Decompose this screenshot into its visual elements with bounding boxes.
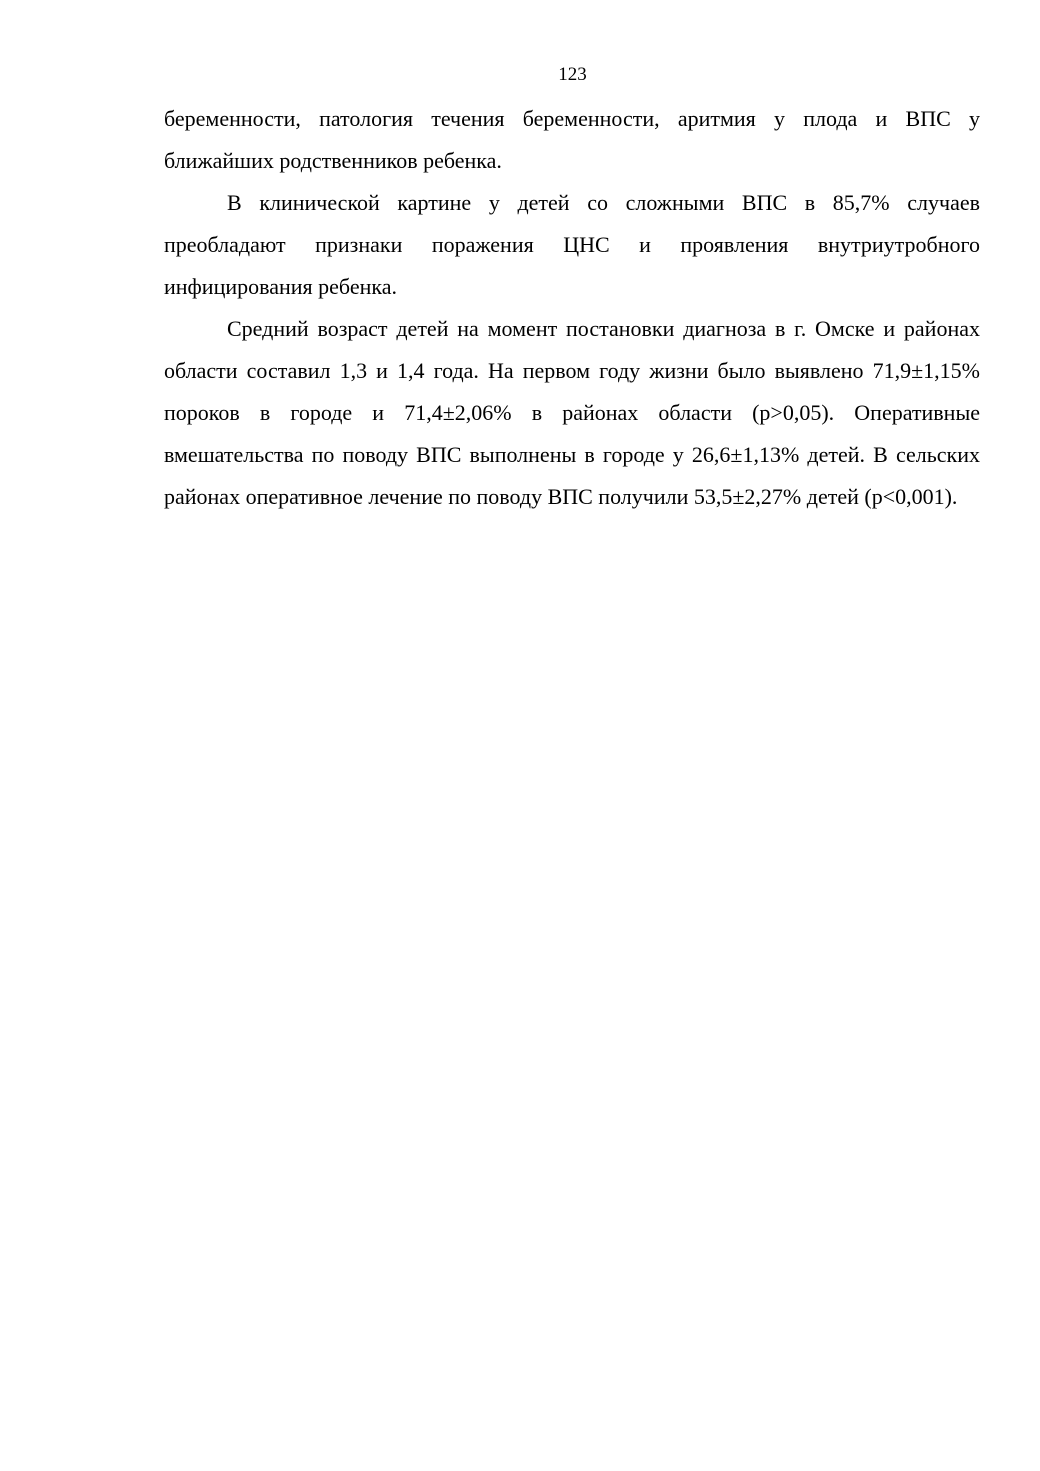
paragraph-continuation: беременности, патология течения беременности, аритмия у плода и ВПС у ближайших родственников ребенка. xyxy=(164,106,980,173)
page-body xyxy=(164,98,980,518)
paragraph-clinical-picture: В клинической картине у детей со сложными ВПС в 85,7% случаев преобладают признаки поражения ЦНС и проявления внутриутробного инфицирования ребенка. xyxy=(164,190,980,299)
page-number: 123 xyxy=(558,64,587,85)
paragraph-diagnosis-age: Средний возраст детей на момент постановки диагноза в г. Омске и районах области составил 1,3 и 1,4 года. На первом году жизни было выявлено 71,9±1,15% пороков в городе и 71,4±2,06% в районах области (р>0,05). Оперативные вмешательства по поводу ВПС выполнены в городе у 26,6±1,13% детей. В сельских районах оперативное лечение по поводу ВПС получили 53,5±2,27% детей (р<0,001). xyxy=(164,316,980,509)
